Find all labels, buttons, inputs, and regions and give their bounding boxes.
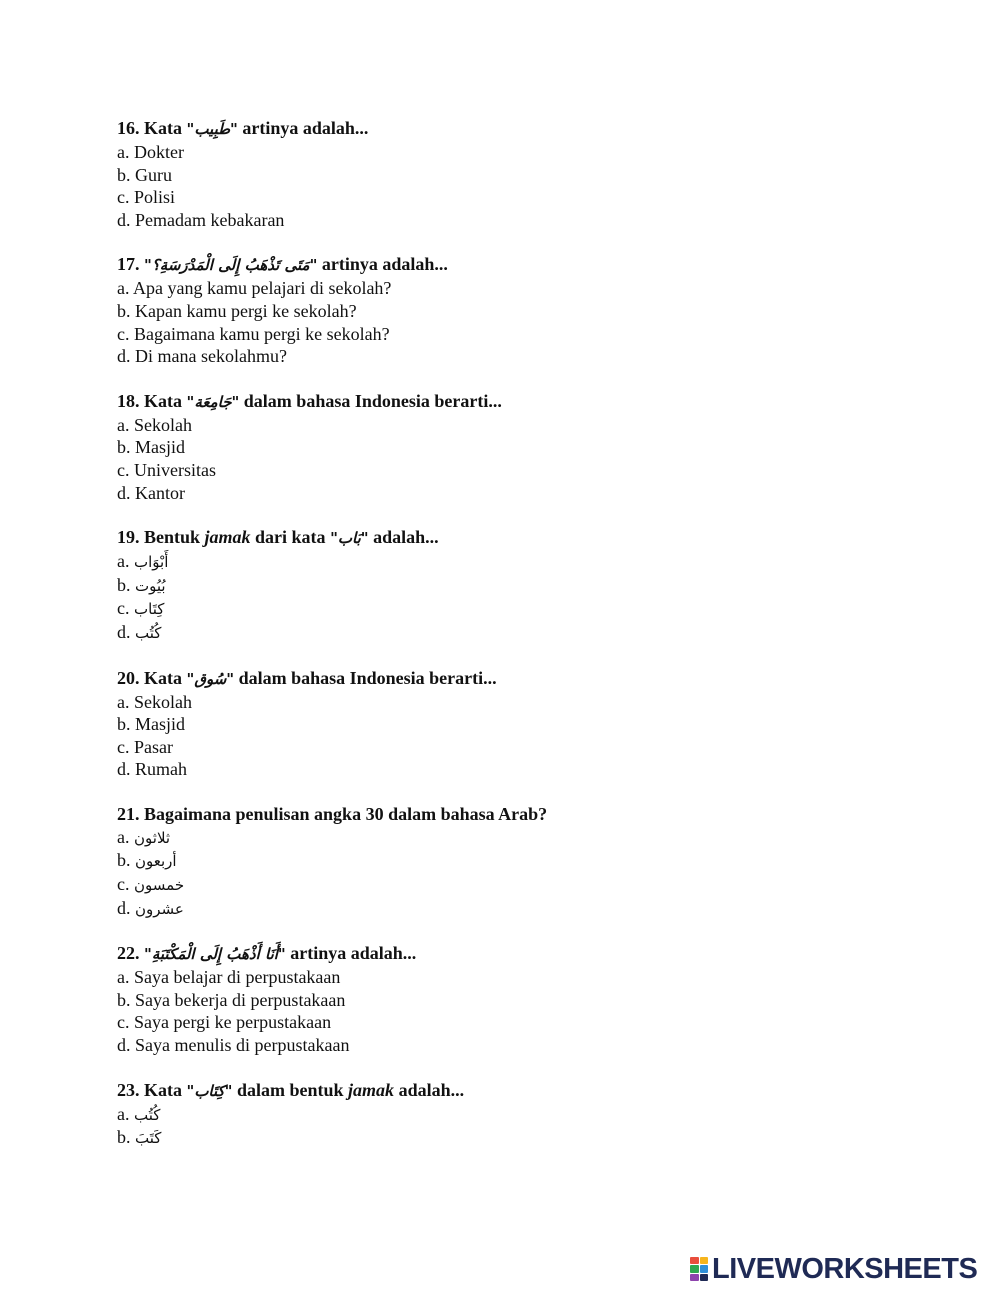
question-text-pre: Bagaimana penulisan angka 30 dalam bahasa Arab? (144, 803, 548, 824)
answer-option[interactable] (117, 597, 877, 621)
option-text: كُتُب (134, 1105, 161, 1124)
option-label: b. (117, 437, 131, 458)
question-number: 23. (117, 1079, 140, 1100)
option-label: a. (117, 278, 130, 299)
option-text: كِتَاب (134, 600, 165, 619)
question-text-italic: jamak (348, 1079, 395, 1100)
answer-option[interactable] (117, 323, 877, 346)
option-label: a. (117, 1103, 130, 1124)
answer-option[interactable] (117, 436, 877, 459)
question-18 (117, 390, 877, 504)
option-label: d. (117, 759, 131, 780)
question-17 (117, 253, 877, 367)
answer-option[interactable] (117, 482, 877, 505)
option-label: b. (117, 989, 131, 1010)
option-label: c. (117, 736, 130, 757)
question-text-pre: Kata (144, 390, 187, 411)
answer-option[interactable] (117, 736, 877, 759)
answer-option[interactable] (117, 414, 877, 437)
answer-option[interactable] (117, 691, 877, 714)
answer-option[interactable] (117, 1034, 877, 1057)
option-text: ثلاثون (134, 828, 171, 847)
option-text: Kantor (135, 482, 185, 503)
question-text-pre2: dari kata (250, 527, 331, 548)
answer-option[interactable] (117, 164, 877, 187)
option-label: d. (117, 346, 131, 367)
option-text: خمسون (134, 876, 185, 895)
question-arabic-term: "كِتَاب" (186, 1081, 233, 1100)
option-label: c. (117, 187, 130, 208)
answer-option[interactable] (117, 1126, 877, 1150)
question-number: 17. (117, 254, 140, 275)
question-22 (117, 942, 877, 1056)
logo-square (690, 1257, 699, 1264)
option-text: عشرون (135, 899, 184, 918)
option-label: b. (117, 300, 131, 321)
answer-option[interactable] (117, 300, 877, 323)
answer-option[interactable] (117, 897, 877, 921)
logo-mark-icon (690, 1257, 708, 1281)
answer-option[interactable] (117, 873, 877, 897)
option-text: Masjid (135, 437, 186, 458)
question-number: 16. (117, 118, 140, 138)
question-arabic-term: "طَبِيب" (186, 120, 238, 138)
option-text: Polisi (134, 187, 176, 208)
logo-square (700, 1257, 709, 1264)
answer-option[interactable] (117, 826, 877, 850)
option-text: Bagaimana kamu pergi ke sekolah? (134, 323, 390, 344)
question-text-italic: jamak (204, 527, 251, 548)
question-text-post: artinya adalah... (237, 118, 369, 138)
option-text: Kapan kamu pergi ke sekolah? (135, 300, 357, 321)
question-number: 18. (117, 390, 140, 411)
question-text-pre: Kata (144, 118, 187, 138)
option-text: Universitas (134, 459, 216, 480)
option-text: Saya belajar di perpustakaan (134, 967, 341, 988)
answer-option[interactable] (117, 574, 877, 598)
option-text: أَبْوَاب (134, 553, 169, 572)
option-label: a. (117, 551, 130, 572)
option-label: b. (117, 574, 131, 595)
question-20 (117, 667, 877, 781)
question-text-post: dalam bentuk (232, 1079, 349, 1100)
option-label: d. (117, 897, 131, 918)
question-title (117, 942, 877, 966)
question-text-post: adalah... (368, 527, 439, 548)
answer-option[interactable] (117, 209, 877, 232)
option-text: Pasar (134, 736, 173, 757)
question-title (117, 667, 877, 691)
logo-text: LIVEWORKSHEETS (712, 1252, 978, 1285)
question-text-pre: Kata (144, 1079, 187, 1100)
option-text: Saya pergi ke perpustakaan (134, 1012, 332, 1033)
logo-square (700, 1274, 709, 1281)
answer-option[interactable] (117, 713, 877, 736)
question-arabic-term: "مَتَى تَذْهَبُ إِلَى الْمَدْرَسَةِ؟" (144, 256, 318, 275)
option-text: Di mana sekolahmu? (135, 346, 287, 367)
option-text: Saya menulis di perpustakaan (135, 1035, 350, 1056)
answer-option[interactable] (117, 186, 877, 209)
option-label: b. (117, 164, 131, 185)
option-text: Sekolah (134, 414, 192, 435)
logo-square (700, 1265, 709, 1272)
question-19 (117, 526, 877, 644)
option-label: d. (117, 482, 131, 503)
option-text: كَتَبَ (135, 1129, 162, 1148)
question-16 (117, 117, 877, 231)
question-text-post: dalam bahasa Indonesia berarti... (239, 390, 502, 411)
question-text-post: dalam bahasa Indonesia berarti... (234, 667, 497, 688)
option-text: كُتُب (135, 623, 162, 642)
question-title (117, 390, 877, 414)
answer-option[interactable] (117, 758, 877, 781)
answer-option[interactable] (117, 1103, 877, 1127)
option-text: أربعون (135, 852, 177, 871)
answer-option[interactable] (117, 459, 877, 482)
option-label: a. (117, 967, 130, 988)
option-label: b. (117, 714, 131, 735)
question-text-post: artinya adalah... (317, 254, 448, 275)
answer-option[interactable] (117, 1011, 877, 1034)
option-label: c. (117, 323, 130, 344)
answer-option[interactable] (117, 141, 877, 164)
question-title (117, 253, 877, 277)
option-label: c. (117, 874, 130, 895)
answer-option[interactable] (117, 550, 877, 574)
option-text: Pemadam kebakaran (135, 209, 285, 230)
question-arabic-term: "سُوق" (186, 669, 235, 688)
option-label: b. (117, 850, 131, 871)
option-label: d. (117, 1035, 131, 1056)
option-text: Apa yang kamu pelajari di sekolah? (133, 278, 392, 299)
option-label: a. (117, 691, 130, 712)
logo-square (690, 1274, 699, 1281)
question-number: 20. (117, 667, 140, 688)
question-arabic-term: "أَنَا أَذْهَبُ إِلَى الْمَكْتَبَةِ" (144, 945, 286, 964)
question-title (117, 117, 877, 141)
option-label: a. (117, 826, 130, 847)
liveworksheets-logo (690, 1254, 977, 1284)
question-text-post2: adalah... (394, 1079, 465, 1100)
option-label: c. (117, 459, 130, 480)
question-text-pre: Bentuk (144, 527, 205, 548)
answer-option[interactable] (117, 345, 877, 368)
option-label: a. (117, 414, 130, 435)
question-number: 21. (117, 803, 140, 824)
answer-option[interactable] (117, 966, 877, 989)
answer-option[interactable] (117, 621, 877, 645)
question-21 (117, 803, 877, 920)
worksheet (117, 117, 877, 1172)
question-number: 22. (117, 943, 140, 964)
question-23 (117, 1079, 877, 1150)
option-text: بُيُوت (135, 576, 166, 595)
option-label: c. (117, 1012, 130, 1033)
question-arabic-term: "جَامِعَة" (186, 392, 240, 411)
option-text: Rumah (135, 759, 187, 780)
answer-option[interactable] (117, 849, 877, 873)
question-text-pre: Kata (144, 667, 187, 688)
answer-option[interactable] (117, 277, 877, 300)
option-label: d. (117, 621, 131, 642)
option-text: Guru (135, 164, 172, 185)
option-label: a. (117, 142, 130, 162)
question-title (117, 803, 877, 826)
option-label: d. (117, 209, 131, 230)
question-arabic-term: "بَاب" (330, 529, 369, 548)
option-text: Dokter (134, 142, 184, 162)
answer-option[interactable] (117, 989, 877, 1012)
question-text-post: artinya adalah... (285, 943, 417, 964)
option-text: Sekolah (134, 691, 192, 712)
option-label: c. (117, 598, 130, 619)
logo-square (690, 1265, 699, 1272)
option-label: b. (117, 1127, 131, 1148)
question-title (117, 1079, 877, 1103)
question-title (117, 526, 877, 550)
option-text: Masjid (135, 714, 186, 735)
question-number: 19. (117, 527, 140, 548)
option-text: Saya bekerja di perpustakaan (135, 989, 346, 1010)
